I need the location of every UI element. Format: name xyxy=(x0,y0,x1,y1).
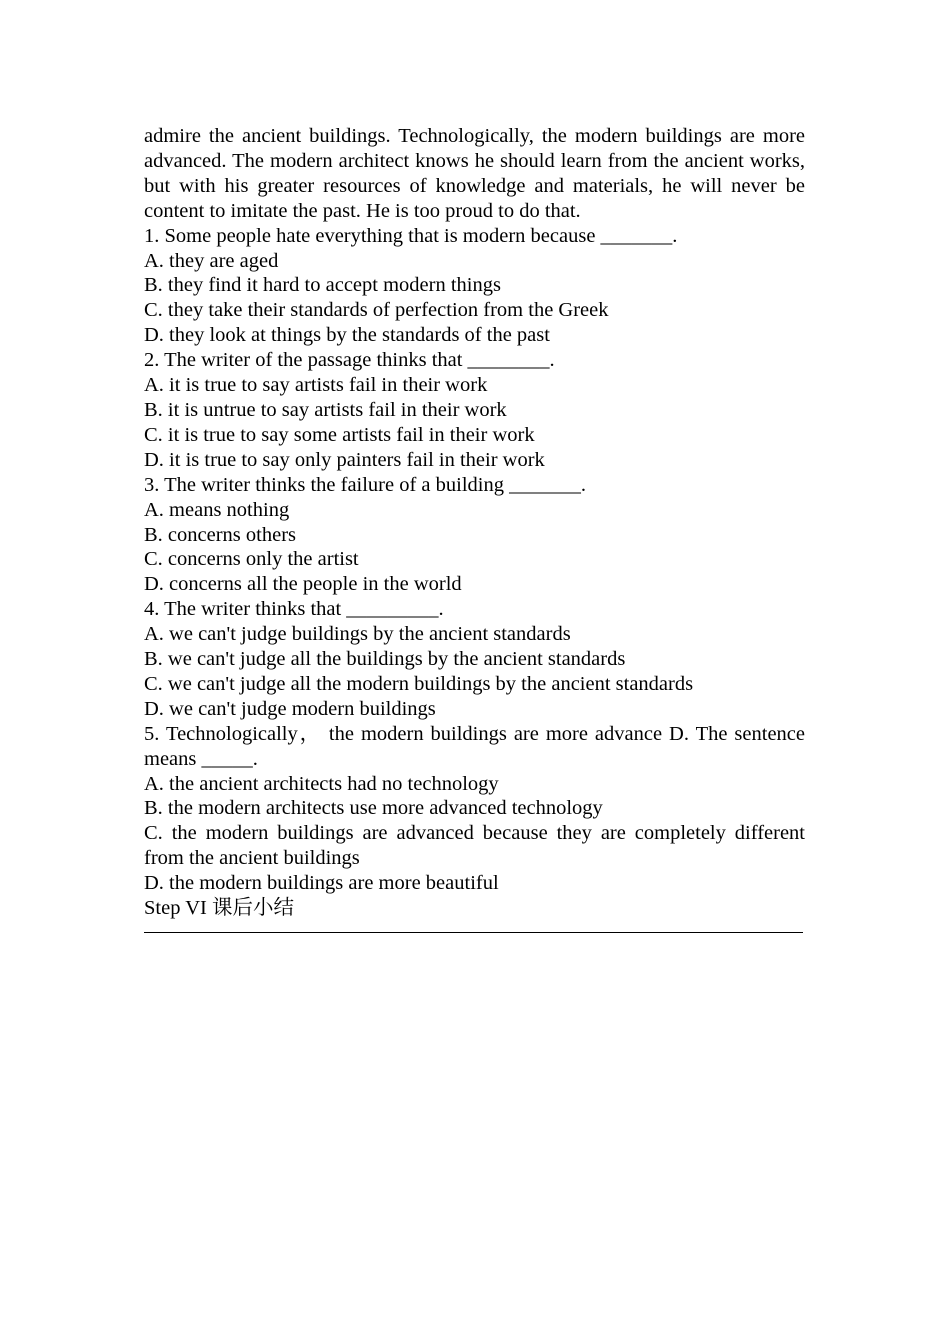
document-page xyxy=(144,124,805,933)
option-a: A. the ancient architects had no technology xyxy=(144,772,499,795)
option-b: B. they find it hard to accept modern things xyxy=(144,274,501,297)
option-c: C. the modern buildings are advanced because they are completely different from the ancient buildings xyxy=(144,822,805,870)
option-b: B. the modern architects use more advanced technology xyxy=(144,797,603,820)
answer-blank-line xyxy=(144,921,803,933)
option-d: D. the modern buildings are more beautiful xyxy=(144,872,499,895)
question-3 xyxy=(144,473,805,598)
option-d: D. it is true to say only painters fail in their work xyxy=(144,448,545,471)
option-a: A. means nothing xyxy=(144,498,290,521)
option-c: C. concerns only the artist xyxy=(144,548,359,571)
option-d: D. concerns all the people in the world xyxy=(144,573,462,596)
question-stem: 2. The writer of the passage thinks that ________. xyxy=(144,349,555,372)
option-a: A. we can't judge buildings by the ancient standards xyxy=(144,623,571,646)
option-d: D. they look at things by the standards of the past xyxy=(144,324,550,347)
step-heading: Step VI 课后小结 xyxy=(144,897,294,920)
question-stem: 3. The writer thinks the failure of a building _______. xyxy=(144,473,586,496)
question-4 xyxy=(144,597,805,722)
question-stem: 1. Some people hate everything that is modern because _______. xyxy=(144,224,678,247)
question-5 xyxy=(144,722,805,896)
option-b: B. concerns others xyxy=(144,523,296,546)
option-d: D. we can't judge modern buildings xyxy=(144,697,436,720)
option-c: C. they take their standards of perfection from the Greek xyxy=(144,299,609,322)
option-b: B. it is untrue to say artists fail in their work xyxy=(144,398,507,421)
question-stem: 4. The writer thinks that _________. xyxy=(144,598,444,621)
option-a: A. they are aged xyxy=(144,249,279,272)
question-stem: 5. Technologically， the modern buildings are more advance D. The sentence means _____. xyxy=(144,722,805,770)
passage-paragraph: admire the ancient buildings. Technologically, the modern buildings are more advanced. The modern architect knows he should learn from the ancient works, but with his greater resources of knowledge and materials, he will never be content to imitate the past. He is too proud to do that. xyxy=(144,125,805,222)
option-c: C. it is true to say some artists fail in their work xyxy=(144,423,535,446)
question-1 xyxy=(144,224,805,349)
option-b: B. we can't judge all the buildings by the ancient standards xyxy=(144,648,626,671)
option-a: A. it is true to say artists fail in their work xyxy=(144,374,488,397)
question-2 xyxy=(144,348,805,473)
option-c: C. we can't judge all the modern buildings by the ancient standards xyxy=(144,672,694,695)
